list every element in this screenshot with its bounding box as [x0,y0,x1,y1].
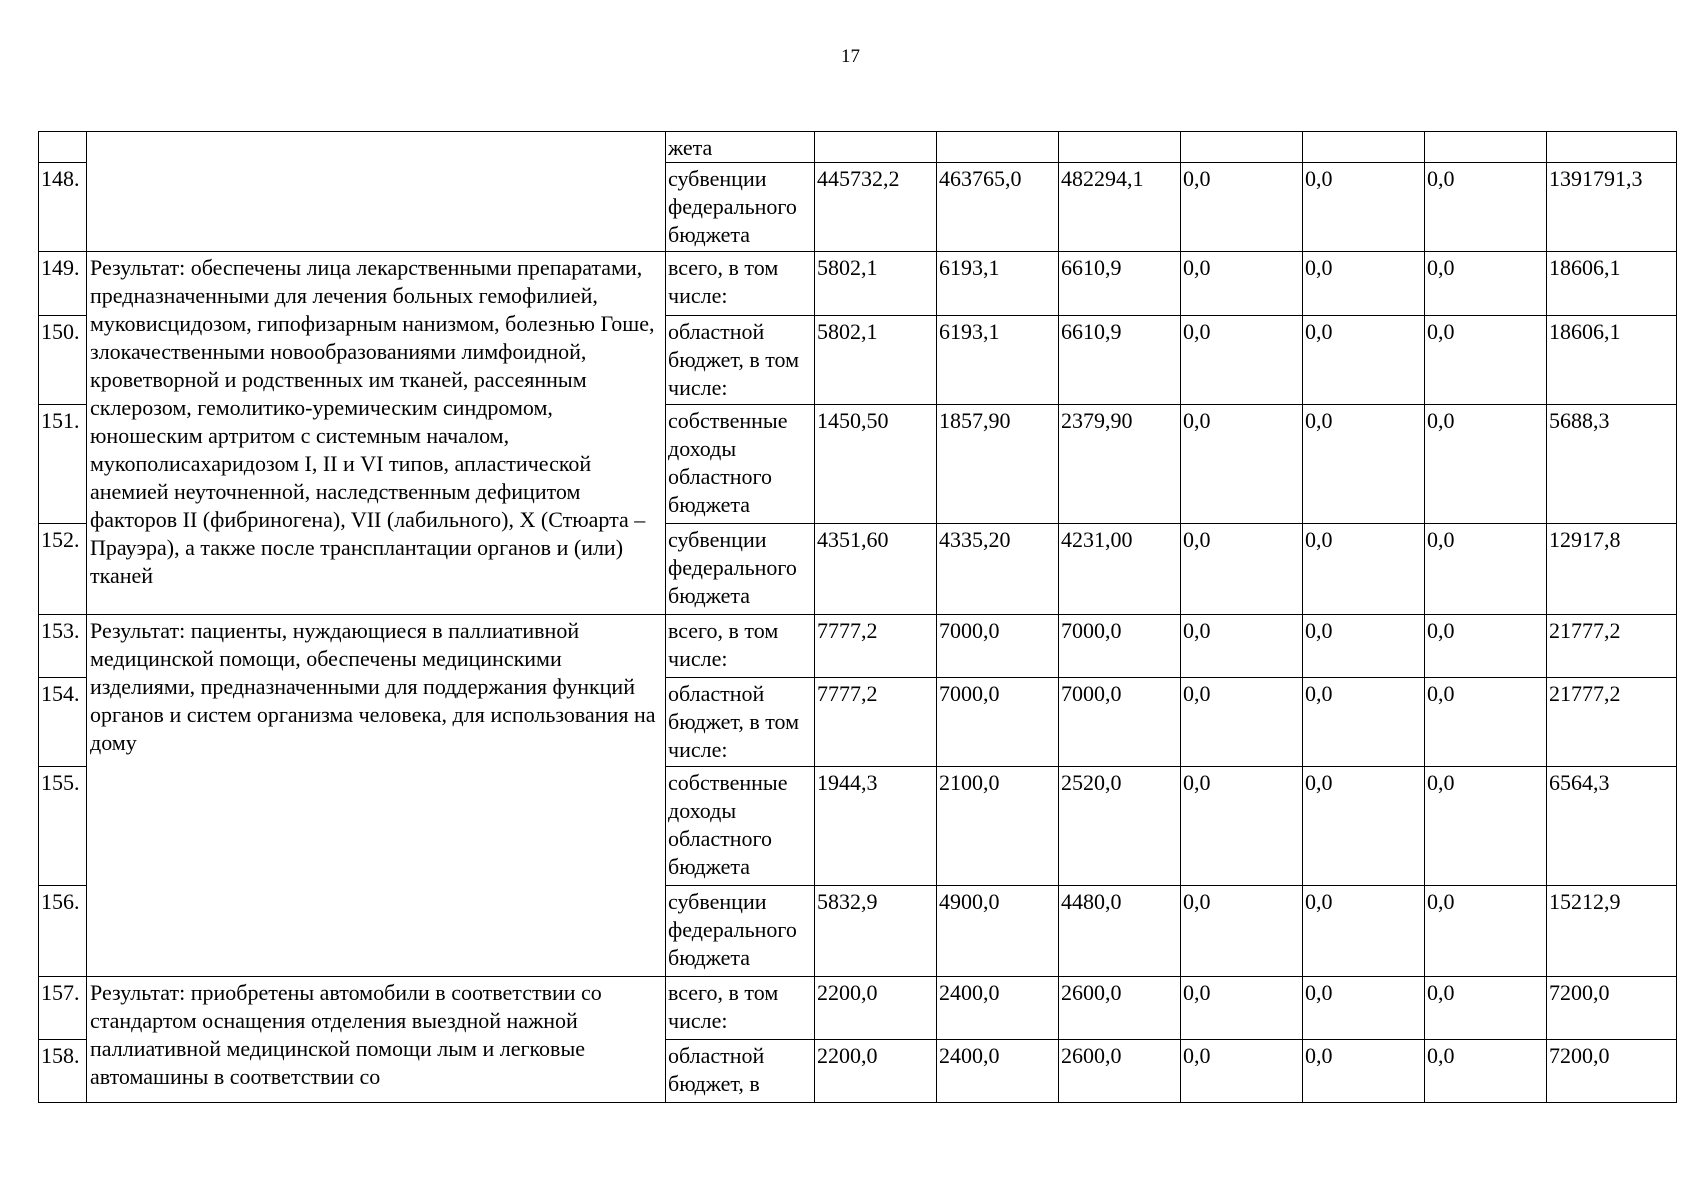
funding-source-cell: всего, в том числе: [666,252,815,316]
table-row [39,132,1677,163]
row-number-cell [39,132,87,163]
year-value-cell: 0,0 [1425,886,1547,977]
year-value-cell: 6193,1 [937,316,1059,405]
year-value-cell: 0,0 [1425,316,1547,405]
year-value-cell: 6610,9 [1059,316,1181,405]
year-value-cell: 0,0 [1303,1040,1425,1103]
result-description-text: Результат: пациенты, нуждающиеся в паллиативной медицинской помощи, обеспечены медицинскими изделиями, предназначенными для поддержания функций органов и систем организма человека, для использования на дому [90,618,656,755]
total-value-cell: 1391791,3 [1547,163,1677,252]
year-value-cell: 0,0 [1425,678,1547,767]
year-value-cell: 0,0 [1181,767,1303,886]
total-value-cell: 5688,3 [1547,405,1677,524]
funding-source-cell: всего, в том числе: [666,977,815,1040]
year-value-cell: 1944,3 [815,767,937,886]
funding-source-cell: жета [666,132,815,163]
year-value-cell: 1450,50 [815,405,937,524]
year-value-cell: 463765,0 [937,163,1059,252]
year-value-cell: 7000,0 [1059,678,1181,767]
row-number-cell: 148. [39,163,87,252]
year-value-cell: 5802,1 [815,316,937,405]
year-value-cell: 4480,0 [1059,886,1181,977]
year-value-cell: 2400,0 [937,977,1059,1040]
year-value-cell: 0,0 [1181,316,1303,405]
year-value-cell: 0,0 [1181,252,1303,316]
total-value-cell [1547,132,1677,163]
funding-source-cell: областной бюджет, в том числе: [666,678,815,767]
row-number-cell: 153. [39,615,87,678]
total-value-cell: 15212,9 [1547,886,1677,977]
year-value-cell: 4231,00 [1059,524,1181,615]
year-value-cell [1059,132,1181,163]
total-value-cell: 12917,8 [1547,524,1677,615]
funding-source-cell: субвенции федерального бюджета [666,163,815,252]
year-value-cell: 0,0 [1425,977,1547,1040]
year-value-cell [1181,132,1303,163]
year-value-cell: 5802,1 [815,252,937,316]
row-number-cell: 156. [39,886,87,977]
row-number-cell: 151. [39,405,87,524]
year-value-cell: 0,0 [1181,615,1303,678]
year-value-cell: 0,0 [1303,678,1425,767]
total-value-cell: 21777,2 [1547,678,1677,767]
year-value-cell: 2379,90 [1059,405,1181,524]
year-value-cell: 7000,0 [937,678,1059,767]
table-row [39,977,1677,1040]
total-value-cell: 18606,1 [1547,252,1677,316]
year-value-cell: 0,0 [1425,767,1547,886]
year-value-cell: 0,0 [1303,977,1425,1040]
year-value-cell: 2600,0 [1059,1040,1181,1103]
budget-table [38,131,1677,1103]
table-row [39,252,1677,316]
year-value-cell [1303,132,1425,163]
funding-source-cell: собственные доходы областного бюджета [666,767,815,886]
row-number-cell: 150. [39,316,87,405]
total-value-cell: 6564,3 [1547,767,1677,886]
year-value-cell: 2400,0 [937,1040,1059,1103]
funding-source-cell: собственные доходы областного бюджета [666,405,815,524]
row-number-cell: 158. [39,1040,87,1103]
year-value-cell: 0,0 [1303,615,1425,678]
year-value-cell: 2520,0 [1059,767,1181,886]
year-value-cell: 7777,2 [815,615,937,678]
year-value-cell [1425,132,1547,163]
year-value-cell [815,132,937,163]
year-value-cell: 7777,2 [815,678,937,767]
year-value-cell: 445732,2 [815,163,937,252]
row-number-cell: 155. [39,767,87,886]
total-value-cell: 21777,2 [1547,615,1677,678]
year-value-cell: 2200,0 [815,1040,937,1103]
year-value-cell: 0,0 [1303,767,1425,886]
year-value-cell: 6193,1 [937,252,1059,316]
funding-source-cell: областной бюджет, в [666,1040,815,1103]
funding-source-cell: субвенции федерального бюджета [666,524,815,615]
funding-source-cell: субвенции федерального бюджета [666,886,815,977]
year-value-cell: 4335,20 [937,524,1059,615]
page-number: 17 [841,46,860,67]
year-value-cell: 0,0 [1181,886,1303,977]
year-value-cell: 0,0 [1303,163,1425,252]
year-value-cell: 2600,0 [1059,977,1181,1040]
result-description-cell [87,252,666,615]
result-description-text: Результат: приобретены автомобили в соответствии со стандартом оснащения отделения выездной нажной паллиативной медицинской помощи лым и легковые автомашины в соответствии со [90,980,602,1089]
funding-source-cell: областной бюджет, в том числе: [666,316,815,405]
year-value-cell: 0,0 [1425,252,1547,316]
year-value-cell: 482294,1 [1059,163,1181,252]
result-description-text: Результат: обеспечены лица лекарственными препаратами, предназначенными для лечения больных гемофилией, муковисцидозом, гипофизарным нанизмом, болезнью Гоше, злокачественными новообразованиями лимфоидной, кроветворной и родственных им тканей, рассеянным склерозом, гемолитико-уремическим синдромом, юношеским артритом с системным началом, мукополисахаридозом I, II и VI типов, апластической анемией неуточненной, наследственным дефицитом факторов II (фибриногена), VII (лабильного), X (Стюарта – Прауэра), а также после трансплантации органов и (или) тканей [90,255,655,588]
year-value-cell: 7000,0 [1059,615,1181,678]
year-value-cell: 0,0 [1181,1040,1303,1103]
year-value-cell: 0,0 [1303,405,1425,524]
result-description-cell [87,132,666,252]
total-value-cell: 18606,1 [1547,316,1677,405]
total-value-cell: 7200,0 [1547,1040,1677,1103]
result-description-cell [87,977,666,1103]
year-value-cell: 1857,90 [937,405,1059,524]
year-value-cell: 7000,0 [937,615,1059,678]
total-value-cell: 7200,0 [1547,977,1677,1040]
year-value-cell: 0,0 [1181,163,1303,252]
row-number-cell: 149. [39,252,87,316]
year-value-cell: 0,0 [1425,1040,1547,1103]
year-value-cell: 0,0 [1181,524,1303,615]
row-number-cell: 152. [39,524,87,615]
year-value-cell: 0,0 [1425,405,1547,524]
year-value-cell: 0,0 [1425,615,1547,678]
year-value-cell: 0,0 [1181,405,1303,524]
year-value-cell: 6610,9 [1059,252,1181,316]
year-value-cell: 2200,0 [815,977,937,1040]
row-number-cell: 157. [39,977,87,1040]
year-value-cell: 0,0 [1425,524,1547,615]
year-value-cell: 2100,0 [937,767,1059,886]
row-number-cell: 154. [39,678,87,767]
year-value-cell: 0,0 [1303,316,1425,405]
year-value-cell: 0,0 [1181,977,1303,1040]
year-value-cell: 4351,60 [815,524,937,615]
year-value-cell: 0,0 [1303,252,1425,316]
table-row [39,615,1677,678]
result-description-cell [87,615,666,977]
funding-source-cell: всего, в том числе: [666,615,815,678]
year-value-cell: 5832,9 [815,886,937,977]
year-value-cell: 0,0 [1303,524,1425,615]
year-value-cell: 4900,0 [937,886,1059,977]
year-value-cell: 0,0 [1181,678,1303,767]
year-value-cell: 0,0 [1303,886,1425,977]
year-value-cell: 0,0 [1425,163,1547,252]
year-value-cell [937,132,1059,163]
